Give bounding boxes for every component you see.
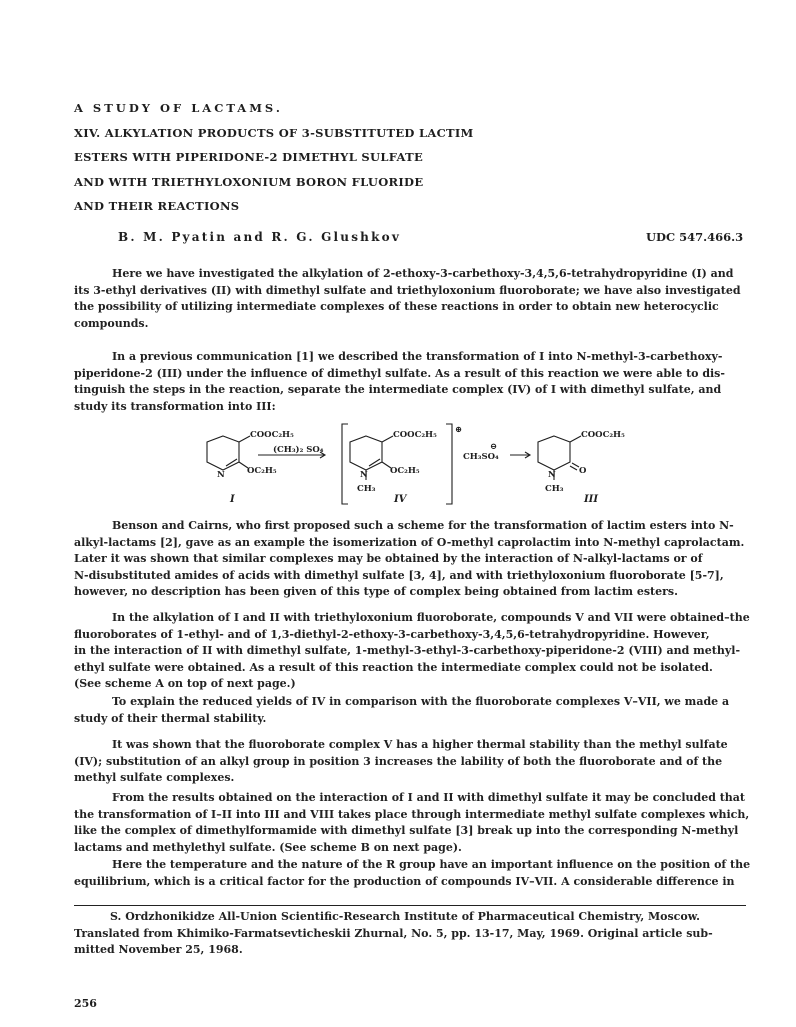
reagent-label: (CH₃)₂ SO₄ (273, 445, 324, 455)
text-line: In a previous communication [1] we described the transformation of I into N-methyl-3-carbethoxy- (112, 350, 723, 363)
text-line: In the alkylation of I and II with triethyloxonium fluoroborate, compounds V and VII were obtained–the (112, 611, 750, 624)
title-line: ESTERS WITH PIPERIDONE-2 DIMETHYL SULFATE (74, 150, 424, 165)
substituent-label: OC₂H₅ (247, 466, 277, 476)
text-line: ethyl sulfate were obtained. As a result of this reaction the intermediate complex could not be isolated. (74, 660, 713, 674)
text-line: its 3-ethyl derivatives (II) with dimethyl sulfate and triethyloxonium fluoroborate; we have also investigated (74, 283, 741, 297)
text-line: fluoroborates of 1-ethyl- and of 1,3-diethyl-2-ethoxy-3-carbethoxy-3,4,5,6-tetrahydropyridine. However, (74, 627, 710, 641)
substituent-label: COOC₂H₅ (393, 430, 437, 440)
text-line: Here the temperature and the nature of the R group have an important influence on the position of the (112, 858, 751, 871)
text-line: study its transformation into III: (74, 399, 276, 413)
footnote-line: Translated from Khimiko-Farmatsevticheskii Zhurnal, No. 5, pp. 13-17, May, 1969. Original article sub- (74, 926, 713, 940)
text-line: (See scheme A on top of next page.) (74, 677, 296, 691)
charge-minus: ⊖ (490, 442, 498, 452)
ring-i (207, 436, 239, 470)
reaction-scheme (190, 422, 630, 510)
oxygen-label: O (579, 466, 587, 476)
footnote (74, 909, 746, 959)
paragraph (74, 610, 750, 693)
title-line: XIV. ALKYLATION PRODUCTS OF 3-SUBSTITUTED LACTIM (74, 125, 474, 140)
ring-iii (538, 436, 570, 470)
compound-label: III (584, 494, 599, 505)
text-line: in the interaction of II with dimethyl sulfate, 1-methyl-3-ethyl-3-carbethoxy-piperidone-2 (VIII) and methyl- (74, 644, 741, 658)
text-line: Later it was shown that similar complexes may be obtained by the interaction of N-alkyl-lactams or of (74, 552, 703, 566)
title-line: AND THEIR REACTIONS (74, 199, 240, 214)
text-line: like the complex of dimethylformamide with dimethyl sulfate [3] break up into the corresponding N-methyl (74, 824, 739, 838)
text-line: equilibrium, which is a critical factor for the production of compounds IV–VII. A considerable difference in (74, 874, 735, 888)
text-line: Here we have investigated the alkylation of 2-ethoxy-3-carbethoxy-3,4,5,6-tetrahydropyridine (I) and (112, 267, 734, 280)
authors: B. M. Pyatin and R. G. Glushkov (118, 230, 401, 244)
text-line: It was shown that the fluoroborate complex V has a higher thermal stability than the methyl sulfate (112, 738, 728, 751)
nitrogen-label: N (548, 470, 556, 480)
paragraph (74, 737, 738, 787)
paragraph (74, 349, 738, 415)
substituent-label: OC₂H₅ (390, 466, 420, 476)
text-line: alkyl-lactams [2], gave as an example the isomerization of O-methyl caprolactim into N-methyl caprolactam. (74, 535, 745, 549)
text-line: piperidone-2 (III) under the influence of dimethyl sulfate. As a result of this reaction we were able to dis- (74, 366, 725, 380)
text-line: N-disubstituted amides of acids with dimethyl sulfate [3, 4], and with triethyloxonium fluoroborate [5-7], (74, 568, 724, 582)
text-line: lactams and methylethyl sulfate. (See scheme B on next page). (74, 840, 462, 854)
text-line: tinguish the steps in the reaction, separate the intermediate complex (IV) of I with dimethyl sulfate, and (74, 383, 722, 397)
methyl-label: CH₃ (357, 484, 376, 494)
title-line: A STUDY OF LACTAMS. (74, 101, 283, 115)
article-title (74, 96, 754, 219)
paragraph (74, 266, 741, 332)
paragraph (74, 694, 738, 727)
paragraph (74, 857, 751, 890)
reaction-scheme-drawing (190, 422, 630, 510)
compound-label: IV (394, 494, 407, 505)
double-bond (226, 459, 237, 466)
bond (382, 436, 393, 442)
compound-label: I (230, 494, 235, 505)
text-line: From the results obtained on the interaction of I and II with dimethyl sulfate it may be concluded that (112, 791, 746, 804)
nitrogen-label: N (217, 470, 225, 480)
text-line: (IV); substitution of an alkyl group in position 3 increases the lability of both the fluoroborate and of the (74, 754, 723, 768)
footnote-line: mitted November 25, 1968. (74, 943, 243, 957)
bond (570, 436, 581, 442)
ring-iv (350, 436, 382, 470)
footnote-line: S. Ordzhonikidze All-Union Scientific-Research Institute of Pharmaceutical Chemistry, Moscow. (110, 910, 700, 923)
udc-code: UDC 547.466.3 (646, 230, 744, 244)
double-bond (369, 459, 380, 466)
text-line: To explain the reduced yields of IV in comparison with the fluoroborate complexes V–VII, we made a (112, 695, 730, 708)
text-line: study of their thermal stability. (74, 711, 267, 725)
text-line: methyl sulfate complexes. (74, 771, 235, 785)
text-line: however, no description has been given of this type of complex being obtained from lactim esters. (74, 585, 678, 599)
bracket-right (446, 424, 452, 504)
carbonyl-bond (572, 463, 579, 467)
nitrogen-label: N (360, 470, 368, 480)
bond (239, 436, 250, 442)
substituent-label: COOC₂H₅ (250, 430, 294, 440)
substituent-label: COOC₂H₅ (581, 430, 625, 440)
charge-plus: ⊕ (455, 425, 463, 435)
counterion-label: CH₃SO₄ (463, 452, 499, 462)
page-number: 256 (74, 997, 97, 1010)
title-line: AND WITH TRIETHYLOXONIUM BORON FLUORIDE (74, 174, 424, 189)
methyl-label: CH₃ (545, 484, 564, 494)
text-line: the transformation of I–II into III and VIII takes place through intermediate methyl sulfate complexes which, (74, 807, 750, 821)
bracket-left (342, 424, 348, 504)
paragraph (74, 518, 745, 601)
text-line: compounds. (74, 316, 149, 330)
paragraph (74, 790, 750, 856)
footnote-divider (74, 905, 746, 906)
carbonyl-bond (570, 466, 577, 470)
text-line: the possibility of utilizing intermediate complexes of these reactions in order to obtain new heterocyclic (74, 300, 719, 314)
text-line: Benson and Cairns, who first proposed such a scheme for the transformation of lactim esters into N- (112, 519, 734, 532)
